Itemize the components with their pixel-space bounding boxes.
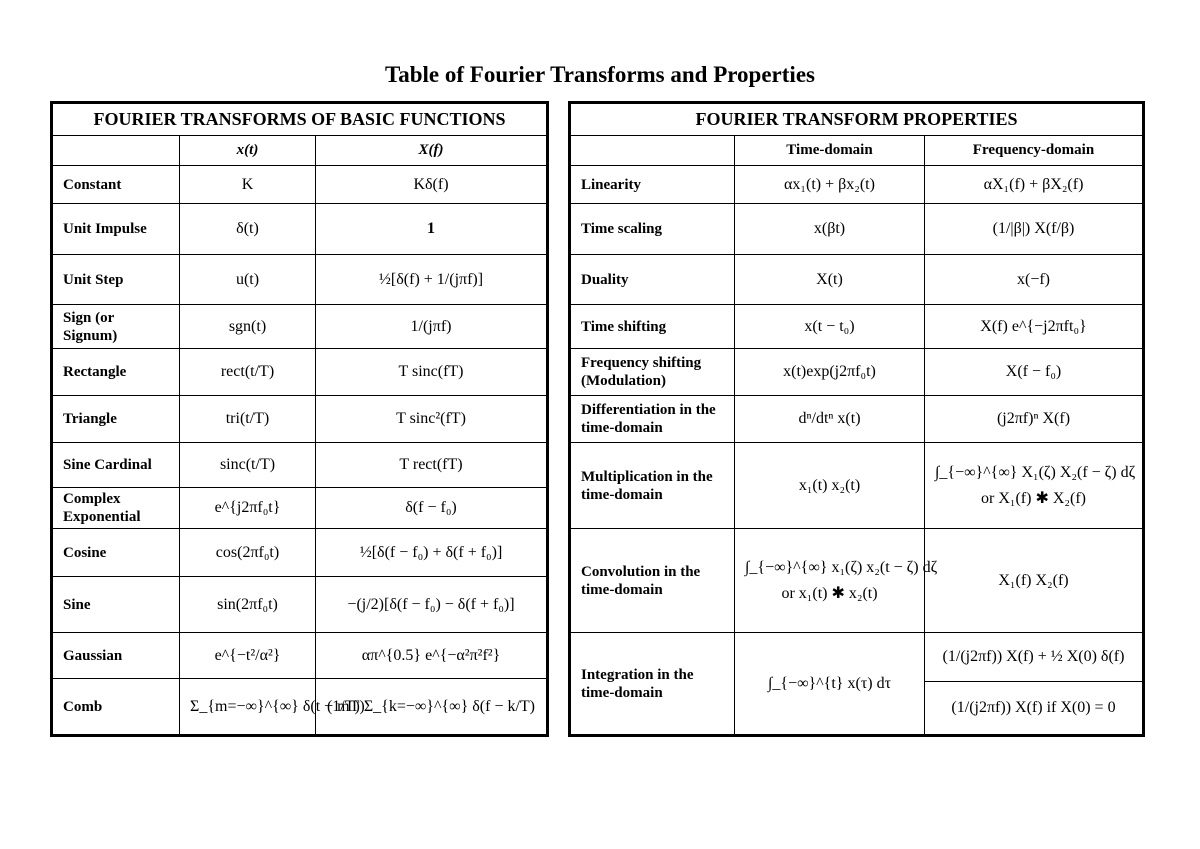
row-label: Complex Exponential	[52, 488, 180, 529]
row-label: Constant	[52, 166, 180, 204]
freq-expr: X(f − f₀)	[925, 349, 1144, 396]
time-expr: K	[180, 166, 316, 204]
freq-expr: X(f) e^{−j2πft₀}	[925, 305, 1144, 349]
row-label: Rectangle	[52, 349, 180, 396]
freq-expr: 1	[316, 204, 548, 255]
row-label: Differentiation in the time-domain	[570, 396, 735, 443]
freq-expr: T rect(fT)	[316, 443, 548, 488]
time-expr: e^{j2πf₀t}	[180, 488, 316, 529]
row-label: Time scaling	[570, 204, 735, 255]
freq-expr: X₁(f) X₂(f)	[925, 529, 1144, 633]
freq-expr: x(−f)	[925, 255, 1144, 305]
row-label: Cosine	[52, 529, 180, 577]
freq-expr: (1/|β|) X(f/β)	[925, 204, 1144, 255]
row-label: Unit Impulse	[52, 204, 180, 255]
time-expr: tri(t/T)	[180, 396, 316, 443]
row-label: Comb	[52, 679, 180, 736]
row-label: Gaussian	[52, 633, 180, 679]
col-header-freq: X(f)	[316, 136, 548, 166]
time-expr: dⁿ/dtⁿ x(t)	[735, 396, 925, 443]
row-label: Linearity	[570, 166, 735, 204]
row-label: Unit Step	[52, 255, 180, 305]
time-expr: x(t − t₀)	[735, 305, 925, 349]
time-expr: X(t)	[735, 255, 925, 305]
props-table-heading: FOURIER TRANSFORM PROPERTIES	[570, 103, 1144, 136]
freq-expr: Kδ(f)	[316, 166, 548, 204]
time-expr: δ(t)	[180, 204, 316, 255]
time-expr: x(t)exp(j2πf₀t)	[735, 349, 925, 396]
freq-expr-alt: (1/(j2πf)) X(f) if X(0) = 0	[925, 682, 1144, 736]
time-expr: u(t)	[180, 255, 316, 305]
freq-expr: δ(f − f₀)	[316, 488, 548, 529]
row-label: Time shifting	[570, 305, 735, 349]
time-expr: rect(t/T)	[180, 349, 316, 396]
row-label: Frequency shifting (Modulation)	[570, 349, 735, 396]
time-expr: ∫_{−∞}^{∞} x₁(ζ) x₂(t − ζ) dζ	[745, 558, 938, 576]
freq-expr-cell	[925, 443, 1144, 529]
freq-expr: 1/(jπf)	[316, 305, 548, 349]
col-header-time-domain: Time-domain	[735, 136, 925, 166]
row-label: Integration in the time-domain	[570, 633, 735, 736]
basic-transforms-table	[50, 101, 549, 737]
row-label: Sign (or Signum)	[52, 305, 180, 349]
time-expr: x(βt)	[735, 204, 925, 255]
freq-expr: (1/T) Σ_{k=−∞}^{∞} δ(f − k/T)	[316, 679, 548, 736]
blank-header-cell	[570, 136, 735, 166]
basic-table-heading: FOURIER TRANSFORMS OF BASIC FUNCTIONS	[52, 103, 548, 136]
freq-expr: T sinc(fT)	[316, 349, 548, 396]
time-expr: Σ_{m=−∞}^{∞} δ(t − mT)	[180, 679, 316, 736]
freq-expr: (1/(j2πf)) X(f) + ½ X(0) δ(f)	[925, 633, 1144, 682]
time-expr: x₁(t) x₂(t)	[735, 443, 925, 529]
time-expr: e^{−t²/α²}	[180, 633, 316, 679]
freq-expr: T sinc²(fT)	[316, 396, 548, 443]
freq-expr-alt: or X₁(f) ✱ X₂(f)	[981, 489, 1086, 507]
row-label: Multiplication in the time-domain	[570, 443, 735, 529]
time-expr: ∫_{−∞}^{t} x(τ) dτ	[735, 633, 925, 736]
row-label: Sine Cardinal	[52, 443, 180, 488]
time-expr: sgn(t)	[180, 305, 316, 349]
freq-expr: ∫_{−∞}^{∞} X₁(ζ) X₂(f − ζ) dζ	[935, 463, 1136, 481]
time-expr: sinc(t/T)	[180, 443, 316, 488]
time-expr: αx₁(t) + βx₂(t)	[735, 166, 925, 204]
freq-expr: αX₁(f) + βX₂(f)	[925, 166, 1144, 204]
col-header-frequency-domain: Frequency-domain	[925, 136, 1144, 166]
freq-expr: ½[δ(f) + 1/(jπf)]	[316, 255, 548, 305]
time-expr-cell	[735, 529, 938, 633]
row-label: Convolution in the time-domain	[570, 529, 735, 633]
freq-expr: απ^{0.5} e^{−α²π²f²}	[316, 633, 548, 679]
freq-expr: ½[δ(f − f₀) + δ(f + f₀)]	[316, 529, 548, 577]
time-expr: sin(2πf₀t)	[180, 577, 316, 633]
time-expr-alt: or x₁(t) ✱ x₂(t)	[781, 584, 878, 602]
blank-header-cell	[52, 136, 180, 166]
freq-expr: (j2πf)ⁿ X(f)	[925, 396, 1144, 443]
freq-expr: −(j/2)[δ(f − f₀) − δ(f + f₀)]	[316, 577, 548, 633]
transform-properties-table	[568, 101, 1145, 737]
row-label: Triangle	[52, 396, 180, 443]
page-title: Table of Fourier Transforms and Properties	[385, 62, 815, 87]
row-label: Duality	[570, 255, 735, 305]
row-label: Sine	[52, 577, 180, 633]
time-expr: cos(2πf₀t)	[180, 529, 316, 577]
col-header-time: x(t)	[180, 136, 316, 166]
